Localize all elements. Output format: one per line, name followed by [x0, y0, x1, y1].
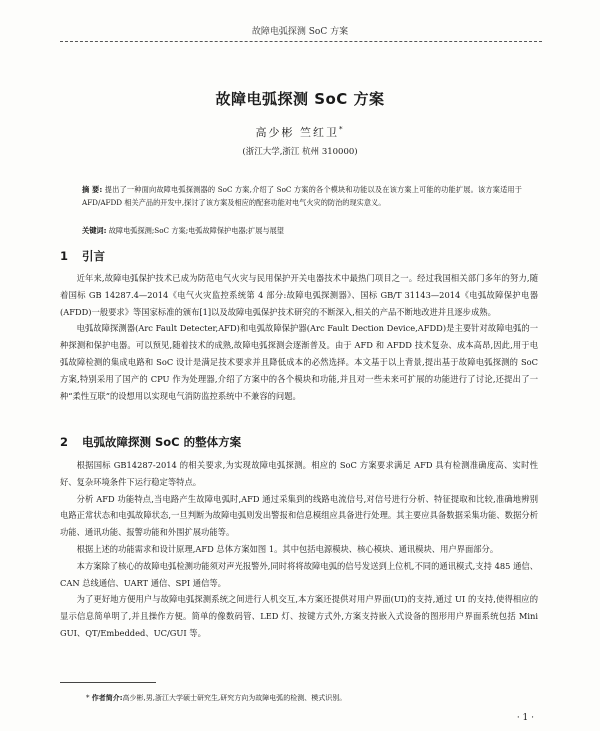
- footnote-text: 高少彬,男,浙江大学硕士研究生,研究方向为故障电弧的检测、模式识别。: [122, 694, 347, 702]
- section-title: 引言: [82, 249, 105, 263]
- keywords: [82, 225, 522, 237]
- header-rule: [60, 41, 542, 42]
- abstract-text: 提出了一种面向故障电弧探测器的 SoC 方案,介绍了 SoC 方案的各个模块和功能以及在该方案上可能的功能扩展。该方案适用于 AFD/AFDD 相关产品的开发中,探讨了该方案及相应的配套功能对电气火灾的防治的现实意义。: [82, 185, 522, 207]
- keywords-label: 关键词:: [82, 226, 107, 235]
- section-number: 2: [60, 435, 69, 449]
- paragraph: 近年来,故障电弧保护技术已成为防范电气火灾与民用保护开关电器技术中最热门项目之一。经过我国相关部门多年的努力,随着国标 GB 14287.4—2014《电气火灾监控系统第 4 部分:故障电弧探测器》、国标 GB/T 31143—2014《电弧故障保护电器(AFDD)一般要求》等国家标准的颁布[1]以及故障电弧保护技术研究的不断深入,相关的产品不断地改进并且逐步成熟。: [60, 273, 538, 317]
- section-heading-1: [60, 248, 105, 264]
- paragraph: 电弧故障探测器(Arc Fault Detecter,AFD)和电弧故障保护器(Arc Fault Dection Device,AFDD)是主要针对故障电弧的一种探测和保护电器。可以预见,随着技术的成熟,故障电弧探测会逐渐普及。由于 AFD 和 AFDD 技术复杂、成本高昂,因此,用于电弧故障检测的集成电路和 SoC 设计是满足技术要求并且降低成本的必然选择。本文基于以上背景,提出基于故障电弧探测的 SoC 方案,特别采用了国产的 CPU 作为处理器,介绍了方案中的各个模块和功能,并且对一些未来可扩展的功能进行了讨论,还提出了一种“柔性互联”的设想用以实现电气消防监控系统中不兼容的问题。: [60, 323, 538, 401]
- paragraph: 分析 AFD 功能特点,当电路产生故障电弧时,AFD 通过采集到的线路电流信号,对信号进行分析、特征提取和比较,准确地辨别电路正常状态和电弧故障状态,一旦判断为故障电弧则发出警报和信息模组应具备进行处理。其主要应具备数据采集功能、数据分析功能、通讯功能、报警功能和外围扩展功能等。: [60, 493, 538, 538]
- paragraph: 根据上述的功能需求和设计原理,AFD 总体方案如图 1。其中包括电源模块、核心模块、通讯模块、用户界面部分。: [76, 543, 499, 554]
- section-body-1: [60, 270, 538, 404]
- paragraph: 根据国标 GB14287-2014 的相关要求,为实现故障电弧探测。相应的 SoC 方案要求满足 AFD 具有检测准确度高、实时性好、复杂环境条件下运行稳定等特点。: [60, 460, 538, 487]
- section-heading-2: [60, 434, 241, 450]
- abstract: [82, 183, 522, 209]
- abstract-label: 摘 要:: [82, 185, 103, 194]
- running-head: 故障电弧探测 SoC 方案: [251, 27, 349, 37]
- paragraph: 为了更好地方便用户与故障电弧探测系统之间进行人机交互,本方案还提供对用户界面(UI)的支持,通过 UI 的支持,使得相应的显示信息简单明了,并且操作方便。简单的像数码管、LED 灯、按键方式外,方案支持嵌入式设备的图形用户界面系统包括 Mini GUI、QT/Embedded、UC/GUI 等。: [60, 594, 538, 638]
- footnote-rule: [60, 682, 156, 683]
- section-body-2: [60, 457, 538, 642]
- keywords-text: 故障电弧探测;SoC 方案;电弧故障保护电器;扩展与展望: [108, 226, 284, 235]
- author-footnote-mark: *: [339, 125, 345, 134]
- author-line: [0, 124, 600, 140]
- footnote: [86, 693, 346, 703]
- section-title: 电弧故障探测 SoC 的整体方案: [82, 435, 242, 449]
- page-number: · 1 ·: [516, 713, 534, 723]
- author-names: 高少彬 竺红卫: [255, 126, 339, 139]
- paragraph: 本方案除了核心的故障电弧检测功能须对声光报警外,同时将将故障电弧的信号发送到上位机,不同的通讯模式,支持 485 通信、CAN 总线通信、UART 通信、SPI 通信等。: [60, 560, 538, 588]
- footnote-label: 作者简介:: [91, 694, 123, 702]
- footnote-mark: *: [86, 694, 90, 702]
- affiliation: (浙江大学,浙江 杭州 310000): [242, 147, 358, 157]
- paper-title: 故障电弧探测 SoC 方案: [215, 90, 385, 108]
- section-number: 1: [60, 249, 69, 263]
